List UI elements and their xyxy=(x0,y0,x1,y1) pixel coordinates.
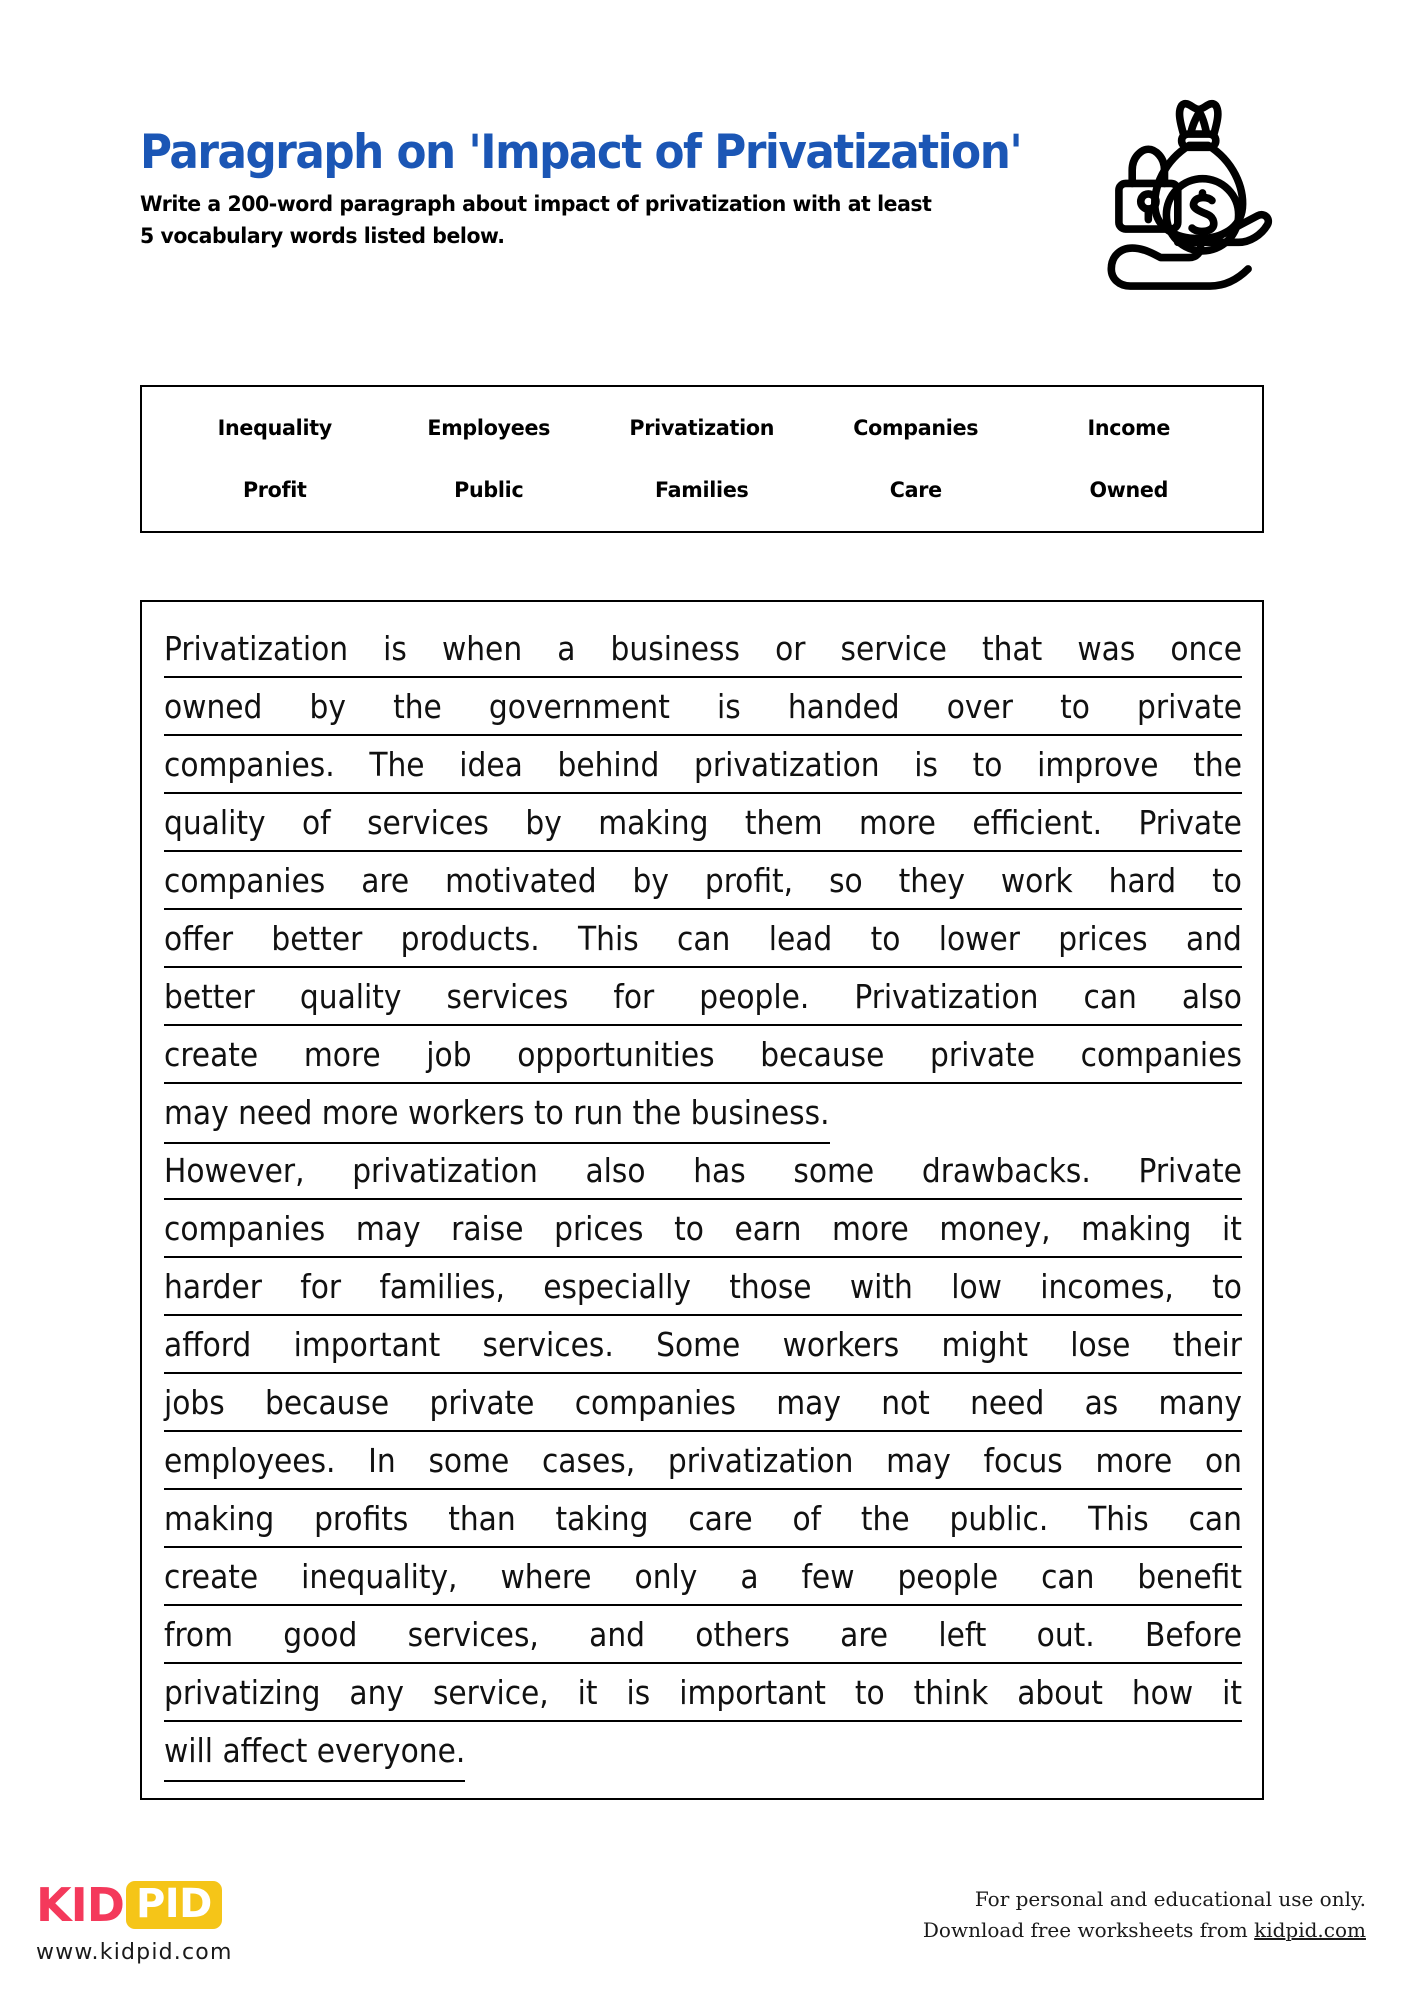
worksheet-header xyxy=(140,125,1280,292)
answer-line xyxy=(164,1374,1242,1432)
vocabulary-row-2 xyxy=(168,459,1236,521)
answer-line xyxy=(164,968,1242,1026)
answer-word: a xyxy=(557,629,576,668)
answer-line xyxy=(164,1722,1242,1780)
answer-line xyxy=(164,1606,1242,1664)
answer-word: Private xyxy=(1138,1151,1242,1190)
answer-word: private xyxy=(429,1383,535,1422)
kidpid-link[interactable]: kidpid.com xyxy=(1254,1918,1366,1942)
answer-word: by xyxy=(525,803,562,842)
answer-word: by xyxy=(309,687,346,726)
answer-word: behind xyxy=(557,745,660,784)
answer-word: the xyxy=(860,1499,910,1538)
answer-word: some xyxy=(428,1441,510,1480)
answer-word: it xyxy=(1222,1673,1242,1712)
answer-line xyxy=(164,1432,1242,1490)
answer-line xyxy=(164,1316,1242,1374)
answer-word: that xyxy=(981,629,1043,668)
answer-word: so xyxy=(829,861,863,900)
answer-word: any xyxy=(349,1673,404,1712)
hand-holding-money-bag-with-padlock-icon xyxy=(1098,92,1288,292)
answer-word: them xyxy=(744,803,823,842)
answer-word: many xyxy=(1158,1383,1242,1422)
page-footer xyxy=(0,1860,1414,2000)
answer-word: handed xyxy=(787,687,900,726)
answer-word: people. xyxy=(699,977,810,1016)
vocabulary-word: Profit xyxy=(242,477,307,503)
answer-word: some xyxy=(793,1151,875,1190)
answer-word: work xyxy=(1000,861,1073,900)
answer-word: are xyxy=(840,1615,889,1654)
answer-word: more xyxy=(1095,1441,1173,1480)
answer-word: quality xyxy=(164,803,266,842)
answer-word: when xyxy=(441,629,523,668)
answer-word: it xyxy=(1222,1209,1242,1248)
answer-word: jobs xyxy=(164,1383,225,1422)
answer-word: inequality, xyxy=(301,1557,458,1596)
vocabulary-word: Inequality xyxy=(217,415,332,441)
answer-word: prices xyxy=(554,1209,644,1248)
answer-word: or xyxy=(775,629,806,668)
answer-word: However, xyxy=(164,1151,305,1190)
answer-word: Before xyxy=(1144,1615,1242,1654)
answer-word: to xyxy=(972,745,1003,784)
vocabulary-word: Care xyxy=(889,477,942,503)
answer-line xyxy=(164,1026,1242,1084)
answer-line xyxy=(164,1548,1242,1606)
answer-word: This xyxy=(1088,1499,1149,1538)
answer-word: where xyxy=(500,1557,592,1596)
answer-word: the xyxy=(1193,745,1242,784)
answer-word: than xyxy=(448,1499,516,1538)
answer-word: workers xyxy=(782,1325,900,1364)
answer-word: create xyxy=(164,1035,259,1074)
answer-word: can xyxy=(677,919,731,958)
answer-word: owned xyxy=(164,687,263,726)
answer-word: out. xyxy=(1036,1615,1095,1654)
answer-word: can xyxy=(1041,1557,1095,1596)
answer-word: services xyxy=(446,977,569,1016)
answer-word: as xyxy=(1084,1383,1119,1422)
answer-word: how xyxy=(1131,1673,1194,1712)
answer-word: The xyxy=(369,745,425,784)
vocabulary-word: Owned xyxy=(1089,477,1169,503)
answer-word: In xyxy=(368,1441,396,1480)
answer-word: employees. xyxy=(164,1441,336,1480)
answer-word: of xyxy=(302,803,331,842)
answer-word: making xyxy=(1081,1209,1192,1248)
answer-word: need xyxy=(970,1383,1045,1422)
answer-word: with xyxy=(849,1267,913,1306)
answer-line xyxy=(164,736,1242,794)
answer-word: better xyxy=(271,919,363,958)
answer-word: job xyxy=(426,1035,472,1074)
answer-word: earn xyxy=(734,1209,802,1248)
page-title: Paragraph on 'Impact of Privatization' xyxy=(140,125,1022,180)
answer-word: few xyxy=(801,1557,855,1596)
answer-word: to xyxy=(1060,687,1090,726)
answer-word: also xyxy=(1181,977,1242,1016)
answer-word: Private xyxy=(1138,803,1242,842)
answer-word: it xyxy=(577,1673,598,1712)
answer-word: might xyxy=(941,1325,1028,1364)
answer-word: products. xyxy=(400,919,540,958)
answer-word: for xyxy=(300,1267,342,1306)
answer-word: making xyxy=(598,803,709,842)
answer-word: services. xyxy=(482,1325,614,1364)
vocabulary-row-1 xyxy=(168,397,1236,459)
answer-writing-area[interactable] xyxy=(140,600,1264,1800)
answer-word: only xyxy=(634,1557,698,1596)
answer-line-text: will affect everyone. xyxy=(164,1722,465,1782)
answer-word: focus xyxy=(983,1441,1063,1480)
footer-note xyxy=(923,1884,1366,1946)
answer-word: private xyxy=(930,1035,1036,1074)
answer-word: think xyxy=(913,1673,989,1712)
answer-word: and xyxy=(589,1615,645,1654)
answer-line xyxy=(164,620,1242,678)
header-text-block xyxy=(140,125,1022,254)
answer-word: because xyxy=(265,1383,390,1422)
answer-word: This xyxy=(578,919,639,958)
answer-line xyxy=(164,852,1242,910)
answer-line xyxy=(164,794,1242,852)
answer-word: may xyxy=(355,1209,421,1248)
answer-word: improve xyxy=(1037,745,1159,784)
answer-word: privatization xyxy=(694,745,880,784)
answer-word: may xyxy=(776,1383,841,1422)
answer-word: others xyxy=(695,1615,790,1654)
answer-word: companies xyxy=(164,1209,326,1248)
answer-word: about xyxy=(1017,1673,1103,1712)
answer-word: lead xyxy=(768,919,833,958)
answer-word: was xyxy=(1077,629,1136,668)
answer-word: the xyxy=(393,687,442,726)
answer-word: business xyxy=(610,629,740,668)
answer-line xyxy=(164,678,1242,736)
answer-word: companies xyxy=(574,1383,736,1422)
answer-word: can xyxy=(1083,977,1137,1016)
answer-word: left xyxy=(938,1615,987,1654)
answer-word: incomes, xyxy=(1040,1267,1174,1306)
answer-line-text: may need more workers to run the business. xyxy=(164,1084,830,1144)
answer-word: to xyxy=(1212,1267,1242,1306)
answer-word: benefit xyxy=(1137,1557,1242,1596)
answer-word: prices xyxy=(1058,919,1148,958)
answer-word: lower xyxy=(938,919,1020,958)
answer-word: they xyxy=(898,861,965,900)
answer-word: people xyxy=(897,1557,999,1596)
answer-word: more xyxy=(859,803,936,842)
answer-word: privatization xyxy=(352,1151,538,1190)
answer-line xyxy=(164,1142,1242,1200)
answer-word: not xyxy=(881,1383,930,1422)
answer-line xyxy=(164,1084,1242,1142)
footer-note-line-2 xyxy=(923,1915,1366,1946)
answer-line xyxy=(164,1490,1242,1548)
answer-word: by xyxy=(632,861,669,900)
answer-word: making xyxy=(164,1499,275,1538)
answer-word: taking xyxy=(555,1499,649,1538)
answer-word: more xyxy=(831,1209,909,1248)
answer-word: quality xyxy=(299,977,402,1016)
answer-word: hard xyxy=(1108,861,1177,900)
vocabulary-word: Companies xyxy=(853,415,979,441)
logo-kid-text: KID xyxy=(36,1878,124,1932)
answer-word: important xyxy=(679,1673,826,1712)
answer-word: care xyxy=(688,1499,753,1538)
answer-word: opportunities xyxy=(517,1035,715,1074)
vocabulary-word: Income xyxy=(1087,415,1171,441)
answer-word: to xyxy=(854,1673,885,1712)
answer-word: has xyxy=(693,1151,746,1190)
answer-word: services, xyxy=(407,1615,539,1654)
answer-word: profits xyxy=(314,1499,409,1538)
kidpid-logo xyxy=(36,1878,336,1965)
answer-word: money, xyxy=(939,1209,1051,1248)
answer-word: efficient. xyxy=(972,803,1103,842)
answer-word: better xyxy=(164,977,255,1016)
answer-word: to xyxy=(1212,861,1242,900)
answer-word: over xyxy=(946,687,1013,726)
answer-word: especially xyxy=(543,1267,691,1306)
answer-word: to xyxy=(674,1209,704,1248)
answer-word: more xyxy=(303,1035,381,1074)
answer-word: service, xyxy=(432,1673,549,1712)
answer-word: Some xyxy=(656,1325,741,1364)
answer-word: low xyxy=(951,1267,1002,1306)
answer-word: is xyxy=(914,745,938,784)
answer-word: because xyxy=(760,1035,885,1074)
answer-word: cases, xyxy=(541,1441,636,1480)
answer-word: of xyxy=(792,1499,822,1538)
answer-word: companies. xyxy=(164,745,335,784)
answer-text xyxy=(164,620,1242,1780)
answer-word: Privatization xyxy=(164,629,349,668)
answer-word: their xyxy=(1172,1325,1242,1364)
answer-word: on xyxy=(1204,1441,1242,1480)
vocabulary-word: Employees xyxy=(426,415,550,441)
answer-word: companies xyxy=(1080,1035,1242,1074)
answer-word: important xyxy=(293,1325,441,1364)
answer-word: also xyxy=(585,1151,646,1190)
answer-line xyxy=(164,1258,1242,1316)
answer-line xyxy=(164,1664,1242,1722)
answer-word: from xyxy=(164,1615,233,1654)
answer-word: families, xyxy=(379,1267,505,1306)
answer-word: and xyxy=(1186,919,1242,958)
answer-word: companies xyxy=(164,861,326,900)
answer-word: Privatization xyxy=(854,977,1039,1016)
answer-word: offer xyxy=(164,919,234,958)
answer-word: public. xyxy=(949,1499,1049,1538)
answer-word: drawbacks. xyxy=(921,1151,1091,1190)
answer-word: government xyxy=(488,687,670,726)
answer-word: profit, xyxy=(704,861,794,900)
answer-word: private xyxy=(1137,687,1242,726)
footer-note-line-1: For personal and educational use only. xyxy=(974,1887,1366,1911)
logo-url-text: www.kidpid.com xyxy=(36,1940,233,1965)
answer-word: service xyxy=(840,629,947,668)
worksheet-instructions: Write a 200-word paragraph about impact of privatization with at least 5 vocabulary words listed below. xyxy=(140,191,932,250)
answer-word: create xyxy=(164,1557,259,1596)
answer-word: afford xyxy=(164,1325,252,1364)
answer-word: for xyxy=(613,977,655,1016)
logo-mark xyxy=(36,1878,336,1932)
answer-word: to xyxy=(870,919,901,958)
answer-line xyxy=(164,910,1242,968)
answer-word: idea xyxy=(459,745,523,784)
answer-word: is xyxy=(626,1673,651,1712)
answer-word: a xyxy=(740,1557,759,1596)
answer-word: raise xyxy=(451,1209,524,1248)
answer-word: services xyxy=(367,803,489,842)
answer-word: once xyxy=(1170,629,1242,668)
answer-word: may xyxy=(886,1441,951,1480)
answer-word: harder xyxy=(164,1267,262,1306)
answer-word: privatizing xyxy=(164,1673,321,1712)
vocabulary-word: Families xyxy=(655,477,749,503)
answer-word: good xyxy=(283,1615,358,1654)
logo-pid-text: PID xyxy=(126,1881,222,1929)
answer-word: is xyxy=(383,629,407,668)
answer-word: are xyxy=(361,861,410,900)
answer-word: motivated xyxy=(445,861,597,900)
footer-note-prefix: Download free worksheets from xyxy=(922,1918,1255,1942)
vocabulary-box xyxy=(140,385,1264,533)
answer-word: is xyxy=(716,687,741,726)
answer-word: privatization xyxy=(667,1441,854,1480)
answer-line xyxy=(164,1200,1242,1258)
answer-word: those xyxy=(729,1267,812,1306)
vocabulary-word: Public xyxy=(453,477,524,503)
answer-word: can xyxy=(1188,1499,1242,1538)
vocabulary-word: Privatization xyxy=(629,415,775,441)
answer-word: lose xyxy=(1070,1325,1131,1364)
